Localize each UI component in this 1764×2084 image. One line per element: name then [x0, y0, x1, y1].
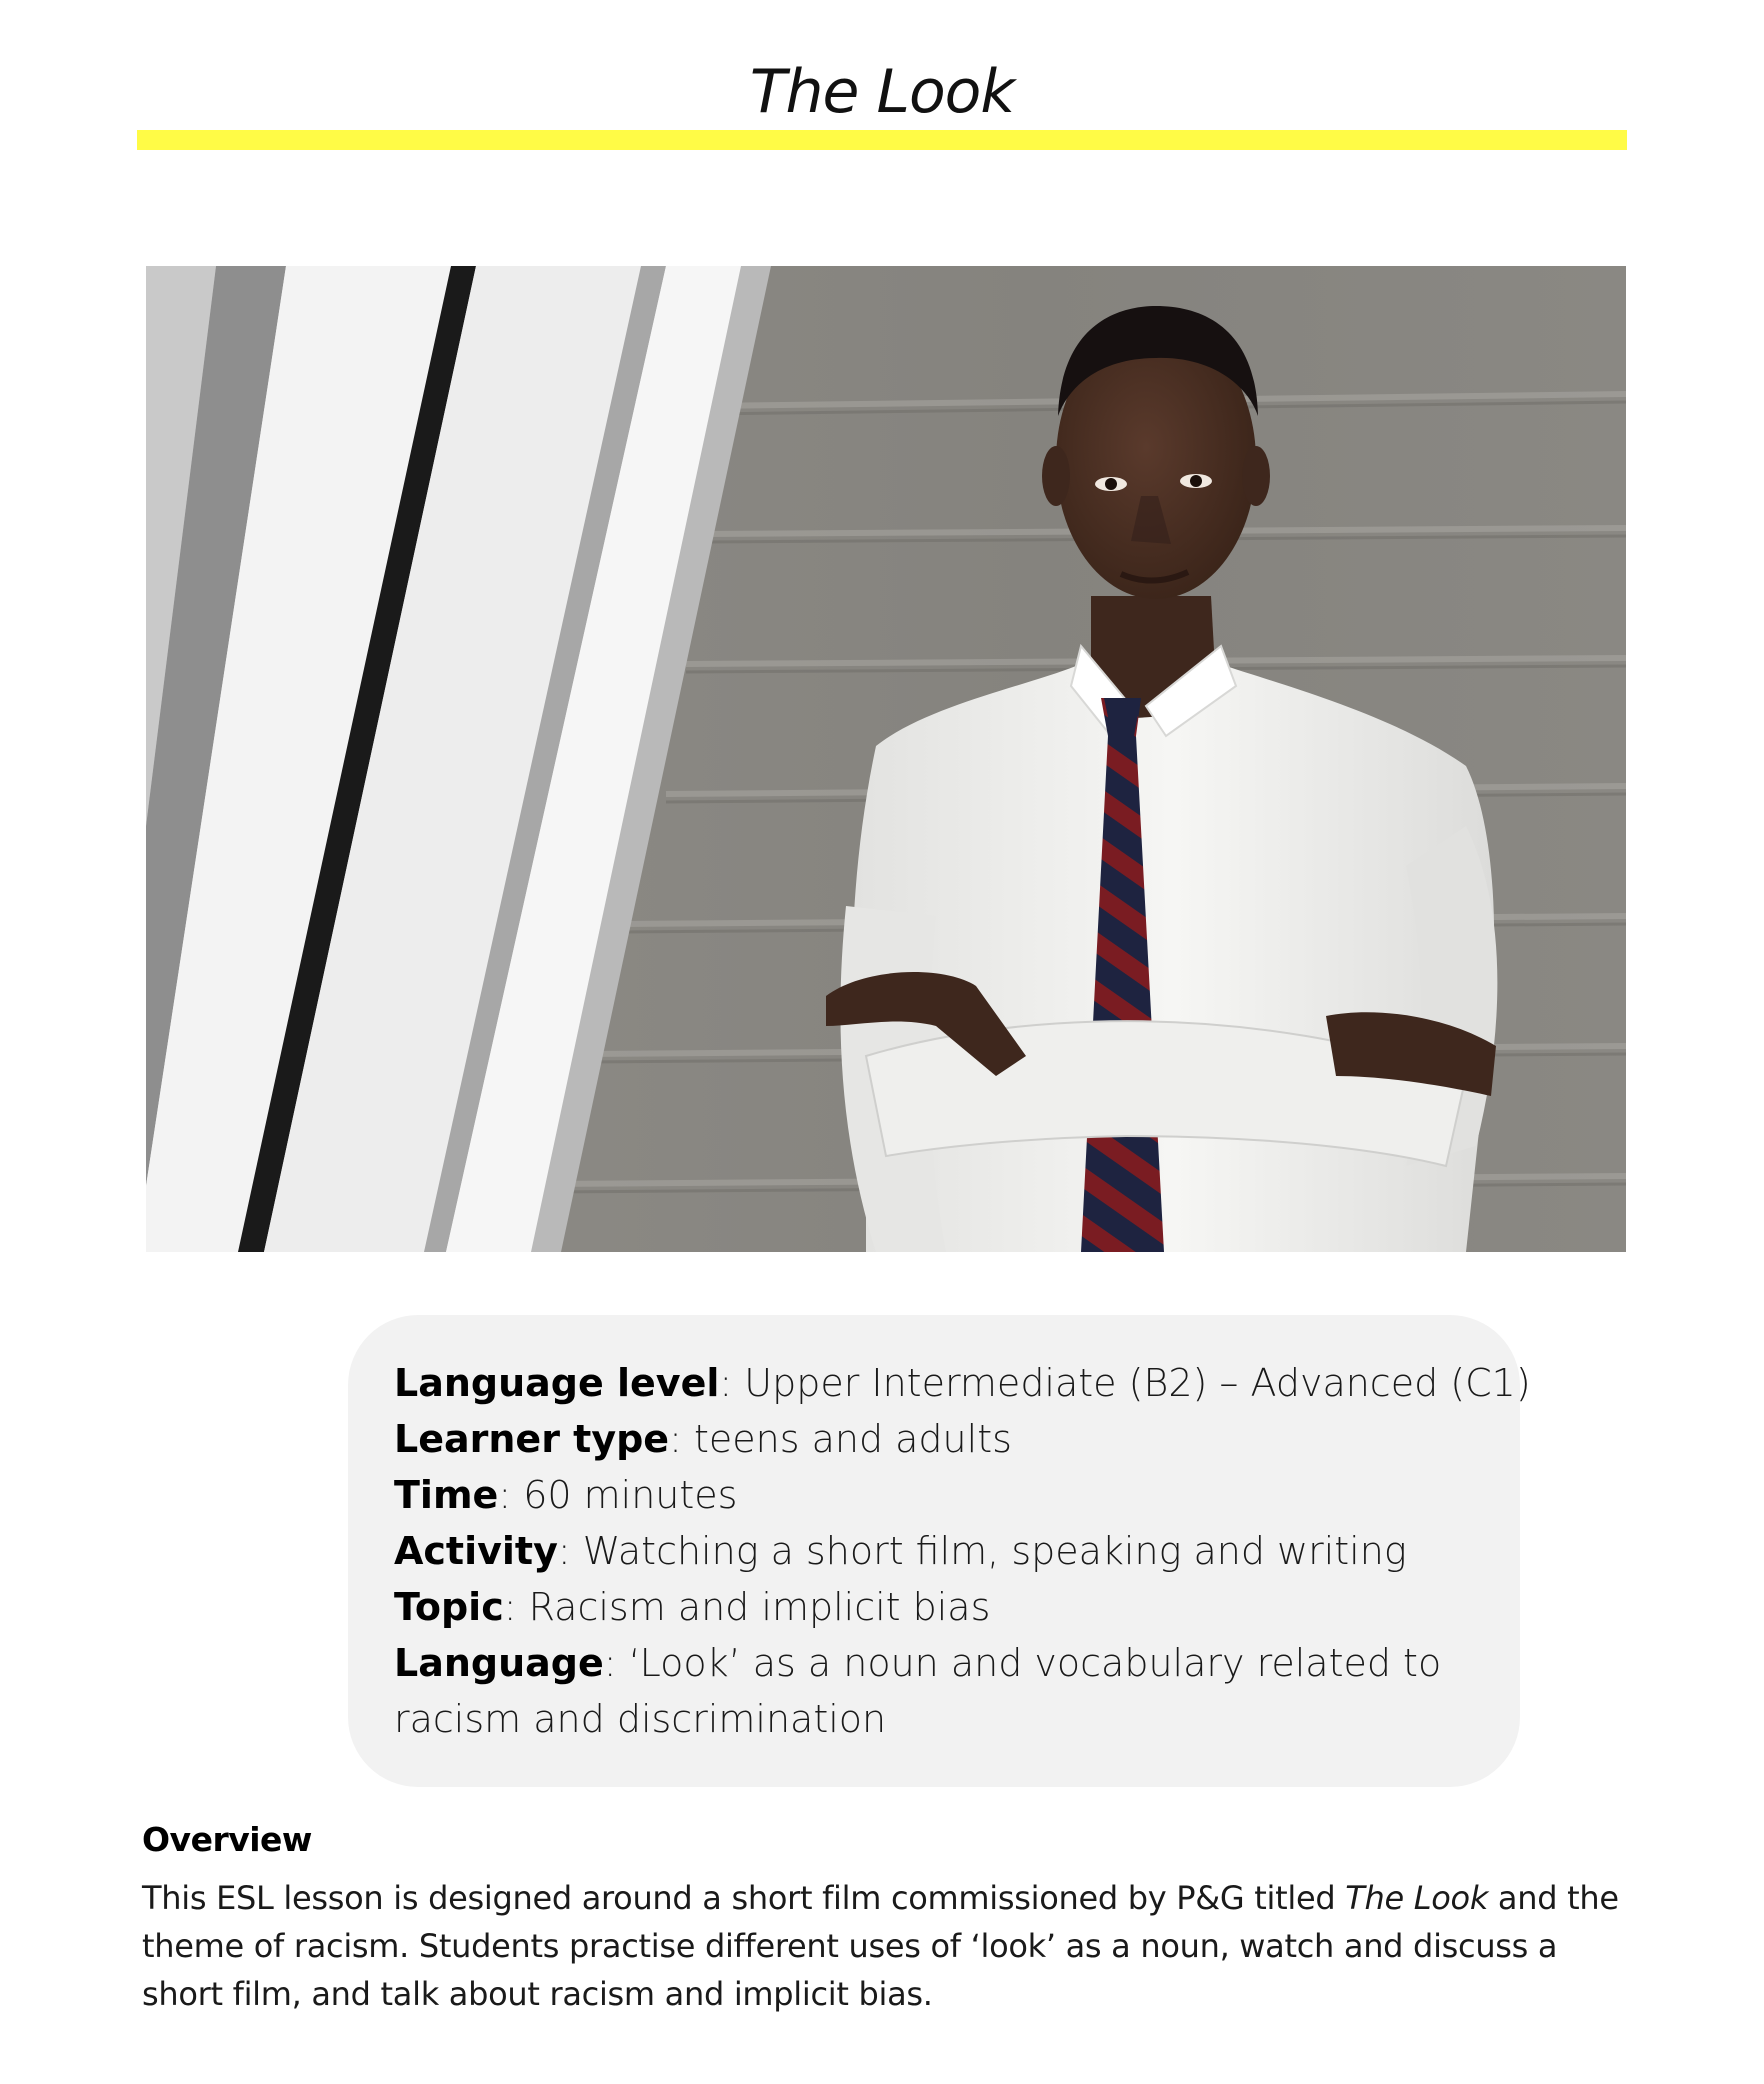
- cover-photo: [146, 266, 1626, 1252]
- info-key: Activity: [394, 1529, 558, 1573]
- info-activity: [394, 1523, 1474, 1579]
- info-key: Time: [394, 1473, 499, 1517]
- info-value: : 60 minutes: [498, 1473, 738, 1517]
- photo-man-white-shirt-striped-tie-icon: [146, 266, 1626, 1252]
- info-value: : teens and adults: [669, 1417, 1012, 1461]
- overview-text-start: This ESL lesson is designed around a short film commissioned by P&G titled: [142, 1879, 1346, 1917]
- info-key: Learner type: [394, 1417, 670, 1461]
- overview-text-end: and the theme of racism. Students practise different uses of ‘look’ as a noun, watch and discuss a short film, and talk about racism and implicit bias.: [142, 1879, 1619, 2013]
- info-value: : ‘Look’ as a noun and vocabulary related to racism and discrimination: [394, 1641, 1442, 1741]
- info-time: [394, 1467, 1474, 1523]
- info-language: [394, 1635, 1474, 1747]
- document-title: The Look: [749, 57, 1015, 127]
- info-value: : Upper Intermediate (B2) – Advanced (C1): [719, 1361, 1531, 1405]
- info-key: Language level: [394, 1361, 720, 1405]
- info-language-level: [394, 1355, 1531, 1411]
- info-key: Topic: [394, 1585, 504, 1629]
- info-learner-type: [394, 1411, 1474, 1467]
- info-value: : Watching a short film, speaking and writing: [557, 1529, 1407, 1573]
- lesson-info-box: [348, 1315, 1531, 1787]
- info-value: : Racism and implicit bias: [503, 1585, 991, 1629]
- overview-paragraph: [142, 1874, 1642, 2018]
- overview-film-title: The Look: [1345, 1879, 1489, 1917]
- overview-heading: Overview: [142, 1820, 312, 1859]
- title-highlight-bar: [137, 130, 1627, 150]
- info-key: Language: [394, 1641, 604, 1685]
- info-topic: [394, 1579, 1474, 1635]
